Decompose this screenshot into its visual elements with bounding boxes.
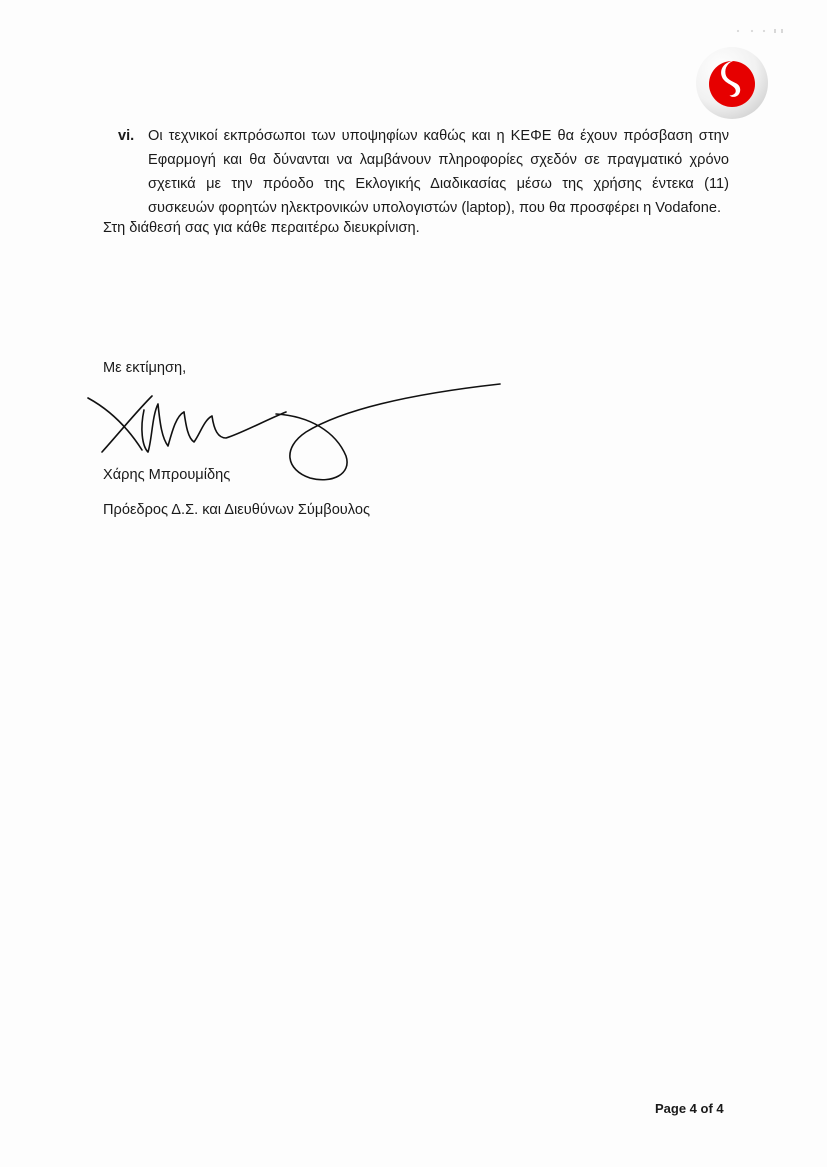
signer-title: Πρόεδρος Δ.Σ. και Διευθύνων Σύμβουλος xyxy=(103,502,371,518)
list-item-vi xyxy=(103,124,729,220)
list-item-text: Οι τεχνικοί εκπρόσωποι των υποψηφίων καθώς και η ΚΕΦΕ θα έχουν πρόσβαση στην Εφαρμογή και θα δύνανται να λαμβάνουν πληροφορίες σχεδόν σε πραγματικό χρόνο σχετικά με την πρόοδο της Εκλογικής Διαδικασίας μέσω της χρήσης έντεκα (11) συσκευών φορητών ηλεκτρονικών υπολογιστών (laptop), που θα προσφέρει η Vodafone. xyxy=(148,128,729,216)
regards-text: Με εκτίμηση, xyxy=(103,360,187,376)
page-number: Page 4 of 4 xyxy=(655,1101,724,1116)
signer-name: Χάρης Μπρουμίδης xyxy=(103,467,231,483)
vodafone-logo-icon xyxy=(695,46,769,120)
closing-sentence: Στη διάθεσή σας για κάθε περαιτέρω διευκρίνιση. xyxy=(103,220,420,236)
scan-mark-icon xyxy=(730,26,790,36)
list-item-number: vi. xyxy=(118,128,135,144)
